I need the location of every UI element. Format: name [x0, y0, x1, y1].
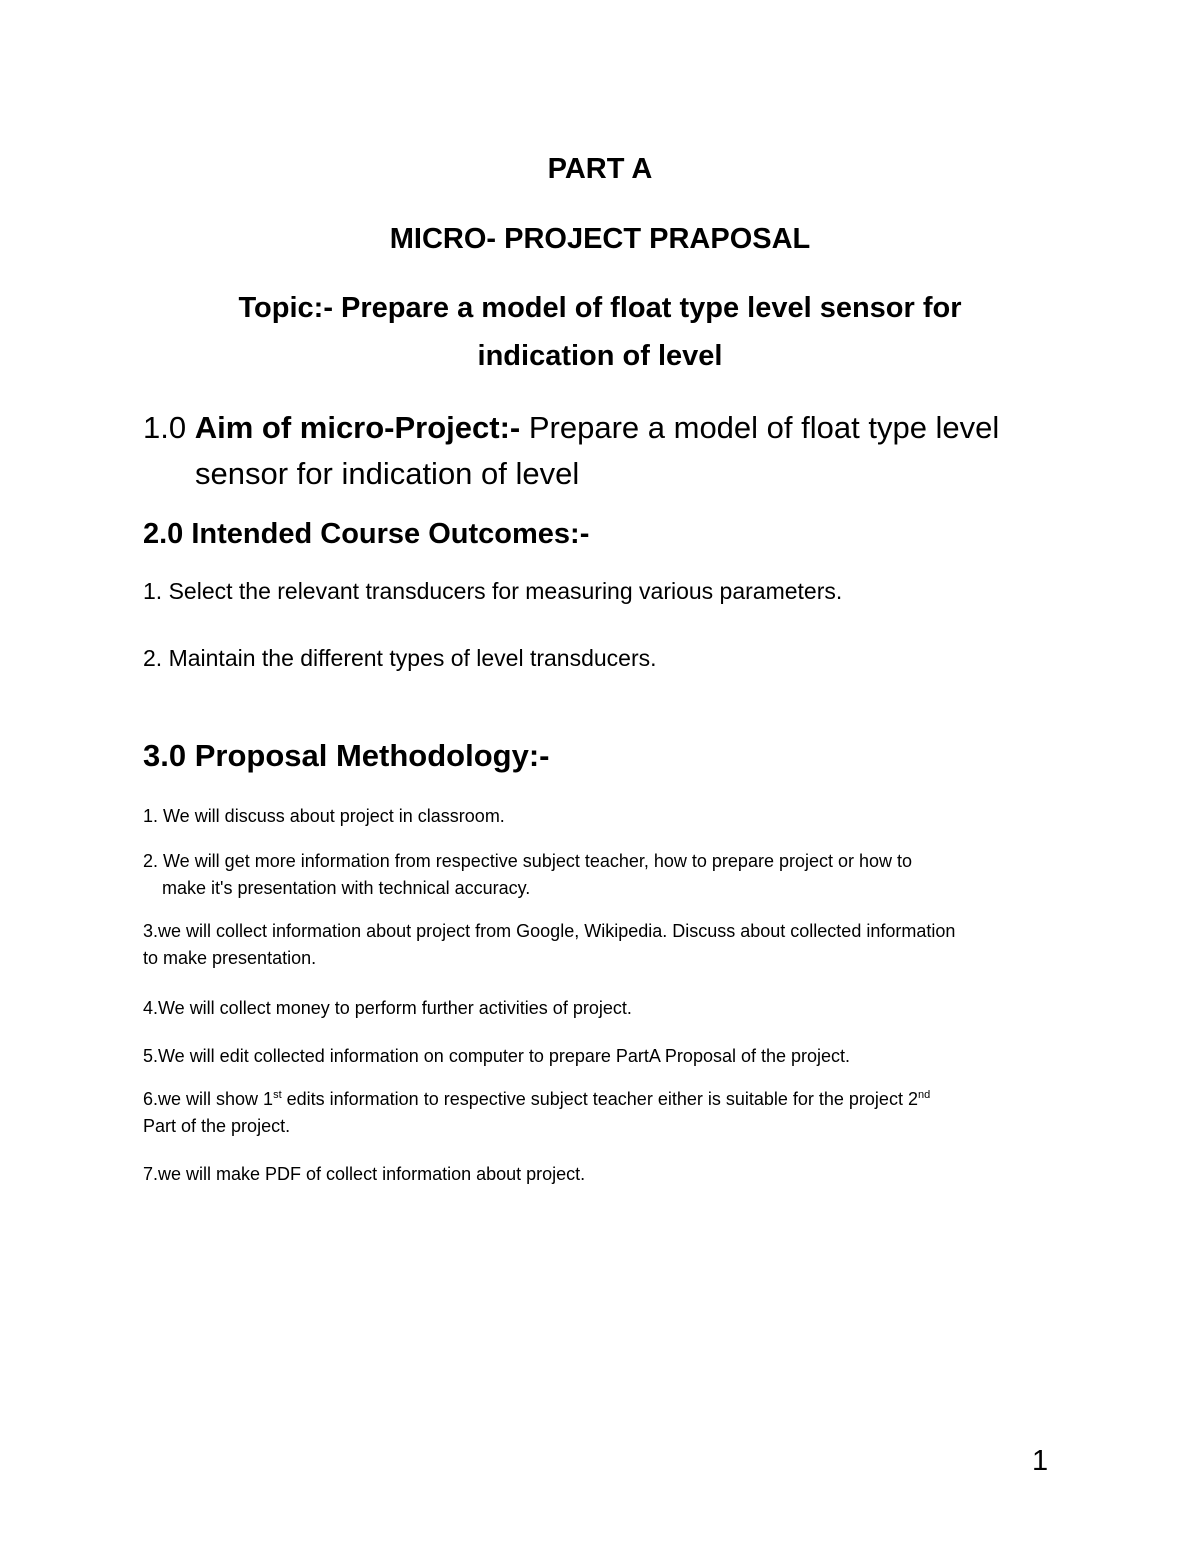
superscript-nd: nd: [917, 1089, 931, 1101]
methodology-item-5: 5.We will edit collected information on computer to prepare PartA Proposal of the project.: [143, 1046, 851, 1066]
outcome-item: 2. Maintain the different types of level transducers.: [143, 645, 657, 671]
methodology-item-6: [143, 1086, 1053, 1140]
methodology-heading: 3.0 Proposal Methodology:-: [143, 738, 550, 773]
outcomes-heading: 2.0 Intended Course Outcomes:-: [143, 518, 590, 550]
aim-label: Aim of micro-Project:-: [194, 410, 521, 445]
methodology-item-4: 4.We will collect money to perform further activities of project.: [143, 998, 632, 1018]
methodology-item-6-line-1: [143, 1086, 1053, 1113]
page-number: 1: [1032, 1445, 1049, 1477]
item-6-text: 6.we will show 1: [143, 1089, 274, 1109]
methodology-item-3: [143, 918, 1053, 972]
methodology-item-6-line-2: Part of the project.: [143, 1116, 291, 1136]
item-6-text: edits information to respective subject teacher either is suitable for the project 2: [281, 1089, 918, 1109]
methodology-item-3-line-1: 3.we will collect information about project from Google, Wikipedia. Discuss about collected information: [143, 921, 956, 941]
aim-text-line-1: Prepare a model of float type level: [520, 410, 1000, 445]
outcome-item: 1. Select the relevant transducers for measuring various parameters.: [143, 578, 843, 604]
topic-line-1: Topic:- Prepare a model of float type level sensor for: [238, 292, 962, 324]
methodology-item-3-line-2: to make presentation.: [143, 948, 317, 968]
aim-text-line-2: sensor for indication of level: [195, 456, 580, 491]
methodology-item-7: 7.we will make PDF of collect information about project.: [143, 1164, 586, 1184]
topic-line-2: indication of level: [477, 340, 723, 372]
methodology-item-2-line-1: 2. We will get more information from respective subject teacher, how to prepare project or how to: [143, 851, 913, 871]
proposal-title: MICRO- PROJECT PRAPOSAL: [389, 223, 811, 255]
aim-number: 1.0: [143, 410, 195, 445]
methodology-item-2: [143, 848, 1053, 902]
methodology-item-2-line-2: make it's presentation with technical accuracy.: [162, 878, 531, 898]
superscript-st: st: [273, 1089, 282, 1101]
aim-section: [143, 410, 999, 446]
methodology-item-1: 1. We will discuss about project in classroom.: [143, 806, 505, 826]
part-title: PART A: [547, 153, 653, 185]
